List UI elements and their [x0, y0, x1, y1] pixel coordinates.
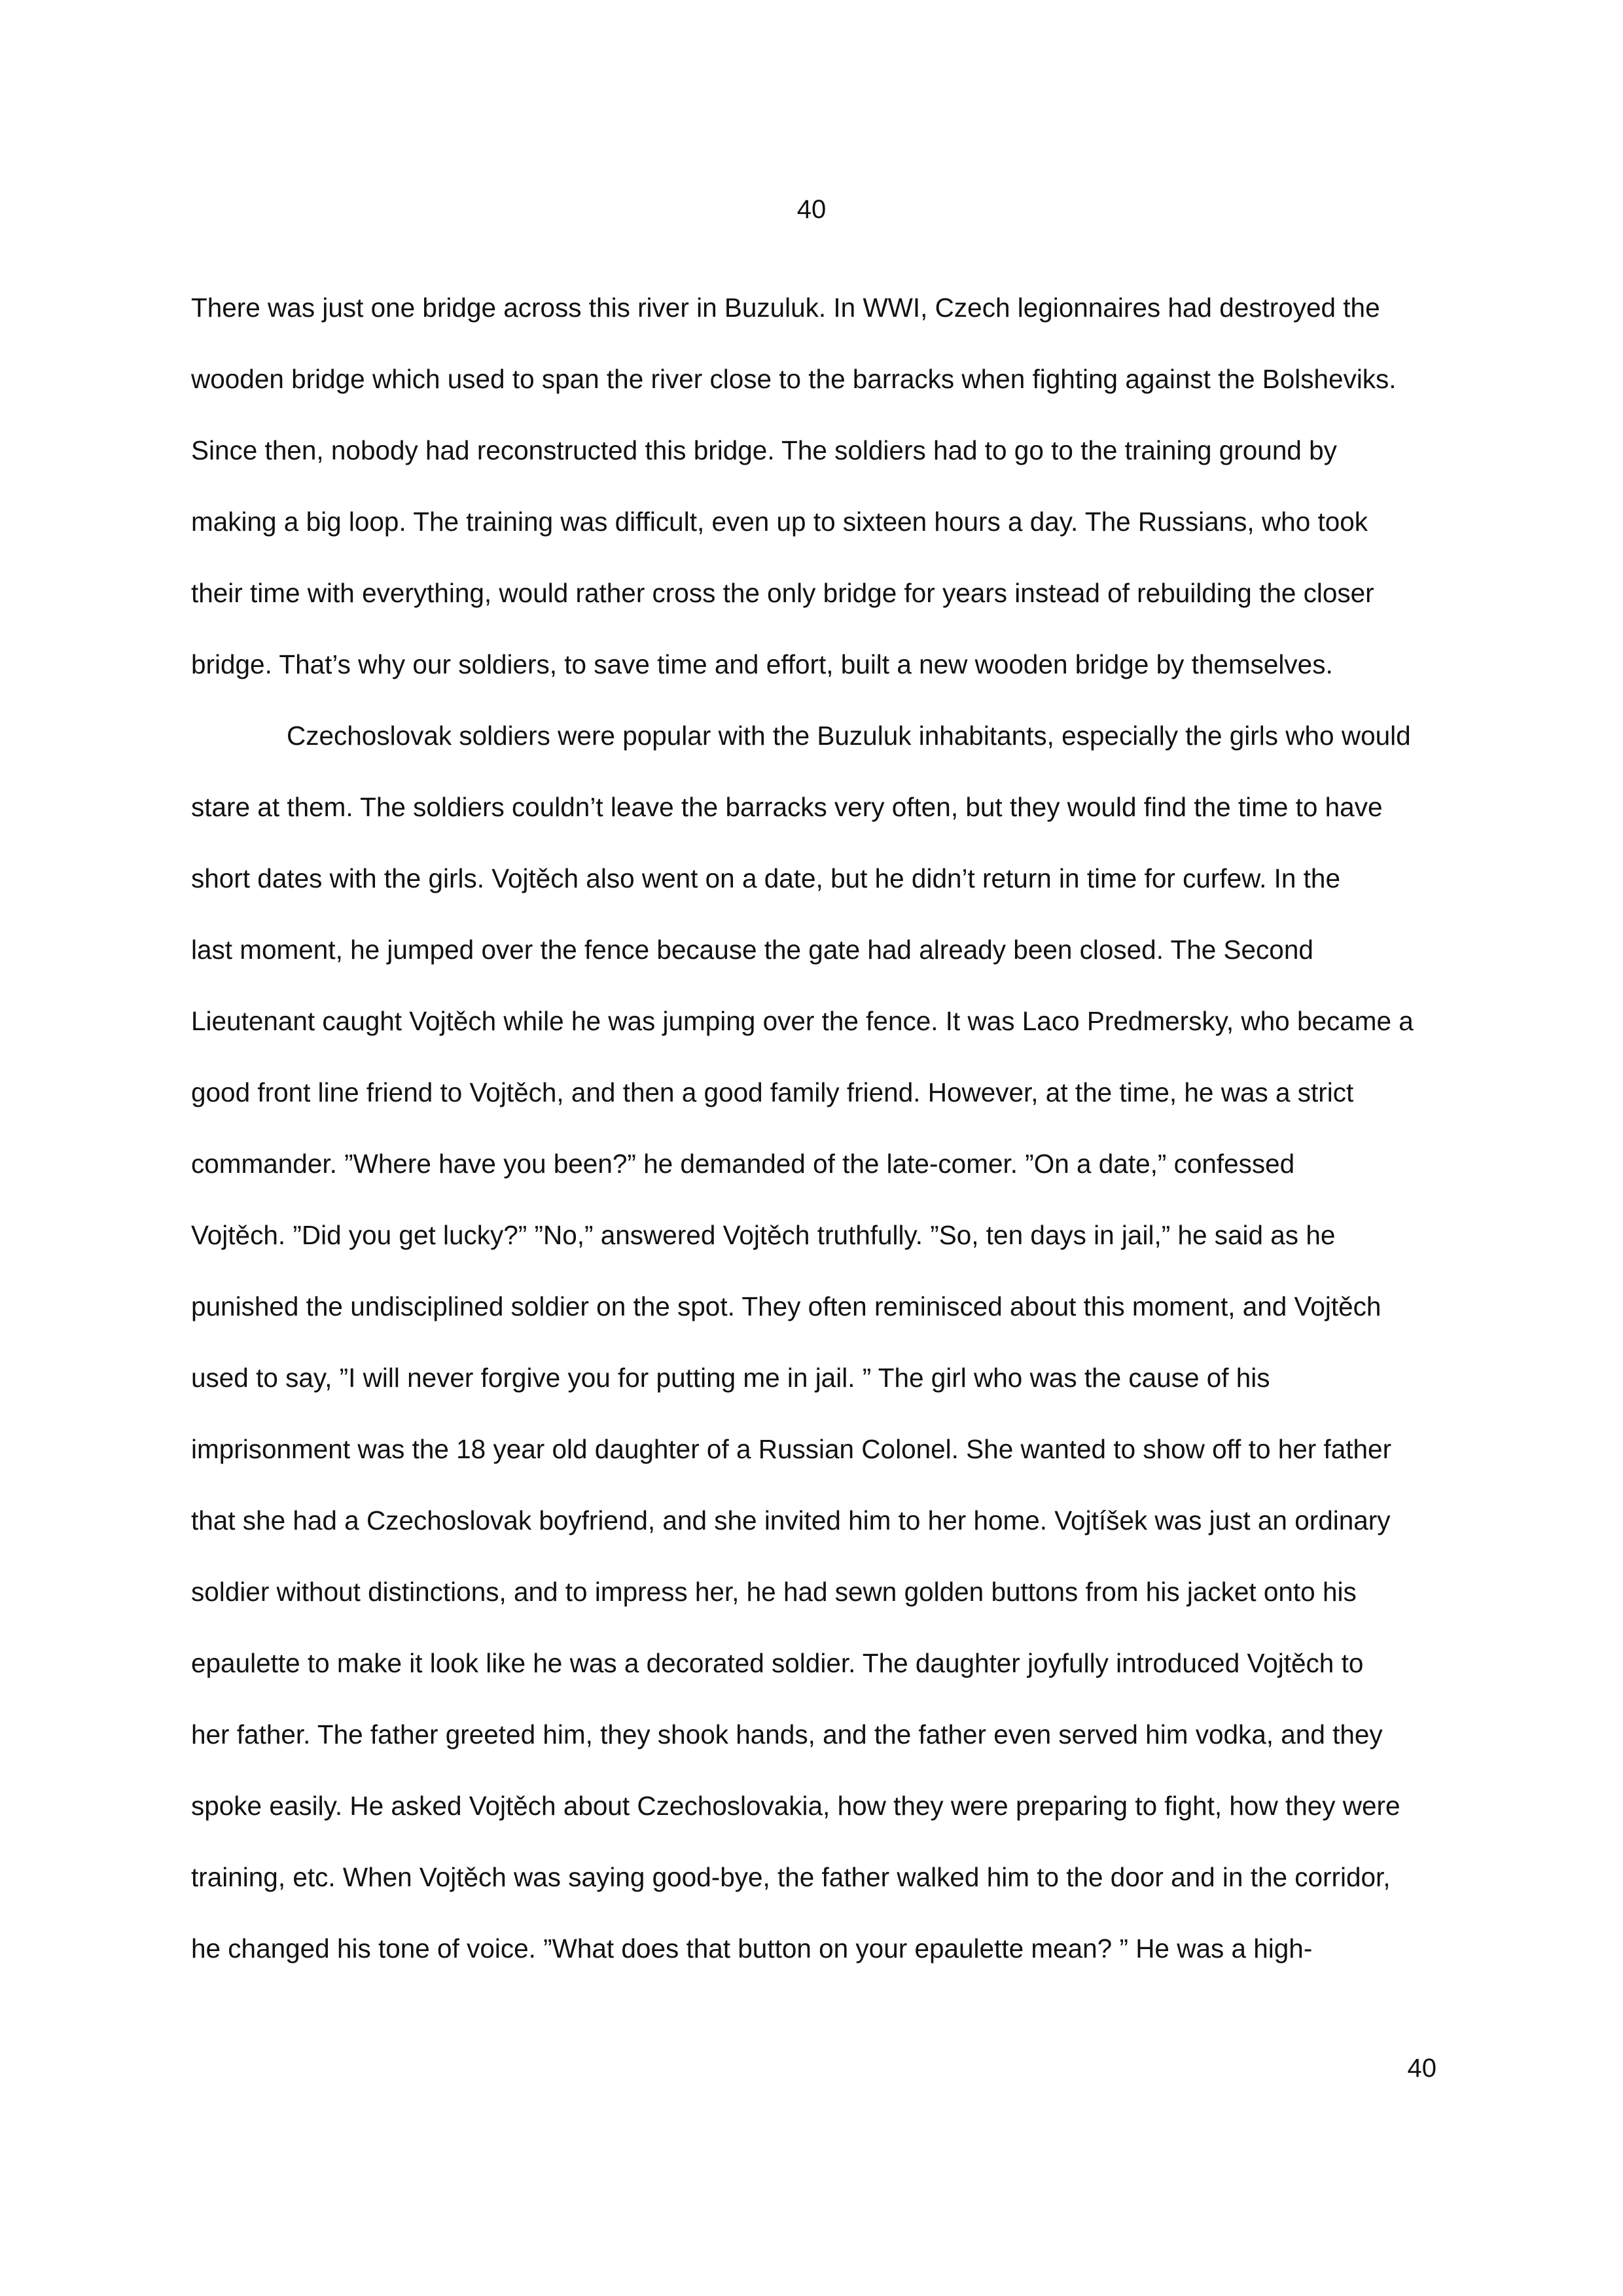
- text-line: imprisonment was the 18 year old daughter of a Russian Colonel. She wanted to show off to her father: [191, 1434, 1392, 1464]
- text-line: training, etc. When Vojtěch was saying good-bye, the father walked him to the door and in the corridor,: [191, 1862, 1391, 1892]
- text-line: short dates with the girls. Vojtěch also went on a date, but he didn’t return in time for curfew. In the: [191, 863, 1340, 893]
- page-number-bottom: 40: [1407, 2054, 1436, 2083]
- text-line: he changed his tone of voice. ”What does that button on your epaulette mean? ” He was a high-: [191, 1933, 1313, 1964]
- text-line: good front line friend to Vojtěch, and then a good family friend. However, at the time, he was a strict: [191, 1077, 1354, 1107]
- page-number-top: 40: [796, 195, 827, 224]
- text-line: her father. The father greeted him, they shook hands, and the father even served him vodka, and they: [191, 1719, 1383, 1749]
- text-line: Lieutenant caught Vojtěch while he was jumping over the fence. It was Laco Predmersky, who became a: [191, 1006, 1414, 1036]
- text-line: spoke easily. He asked Vojtěch about Czechoslovakia, how they were preparing to fight, how they were: [191, 1791, 1400, 1821]
- text-line: punished the undisciplined soldier on the spot. They often reminisced about this moment, and Vojtěch: [191, 1291, 1382, 1321]
- text-line: Czechoslovak soldiers were popular with the Buzuluk inhabitants, especially the girls who would: [287, 721, 1411, 751]
- text-line: commander. ”Where have you been?” he demanded of the late-comer. ”On a date,” confessed: [191, 1149, 1295, 1179]
- text-line: Vojtěch. ”Did you get lucky?” ”No,” answered Vojtěch truthfully. ”So, ten days in jail,” he said as he: [191, 1220, 1336, 1250]
- text-line: stare at them. The soldiers couldn’t leave the barracks very often, but they would find the time to have: [191, 792, 1383, 822]
- text-line: that she had a Czechoslovak boyfriend, and she invited him to her home. Vojtíšek was just an ordinary: [191, 1505, 1391, 1535]
- text-line: Since then, nobody had reconstructed this bridge. The soldiers had to go to the training ground by: [191, 435, 1337, 465]
- text-line: their time with everything, would rather cross the only bridge for years instead of rebuilding the closer: [191, 578, 1374, 608]
- text-line: There was just one bridge across this river in Buzuluk. In WWI, Czech legionnaires had destroyed the: [191, 293, 1380, 323]
- text-line: wooden bridge which used to span the river close to the barracks when fighting against the Bolsheviks.: [191, 364, 1397, 394]
- text-line: bridge. That’s why our soldiers, to save time and effort, built a new wooden bridge by themselves.: [191, 649, 1333, 679]
- text-line: making a big loop. The training was difficult, even up to sixteen hours a day. The Russians, who took: [191, 507, 1368, 537]
- text-line: used to say, ”I will never forgive you for putting me in jail. ” The girl who was the cause of his: [191, 1363, 1270, 1393]
- text-line: soldier without distinctions, and to impress her, he had sewn golden buttons from his jacket onto his: [191, 1577, 1357, 1607]
- text-line: last moment, he jumped over the fence because the gate had already been closed. The Second: [191, 935, 1313, 965]
- text-line: epaulette to make it look like he was a decorated soldier. The daughter joyfully introduced Vojtěch to: [191, 1648, 1364, 1678]
- body-text: [191, 289, 1444, 2001]
